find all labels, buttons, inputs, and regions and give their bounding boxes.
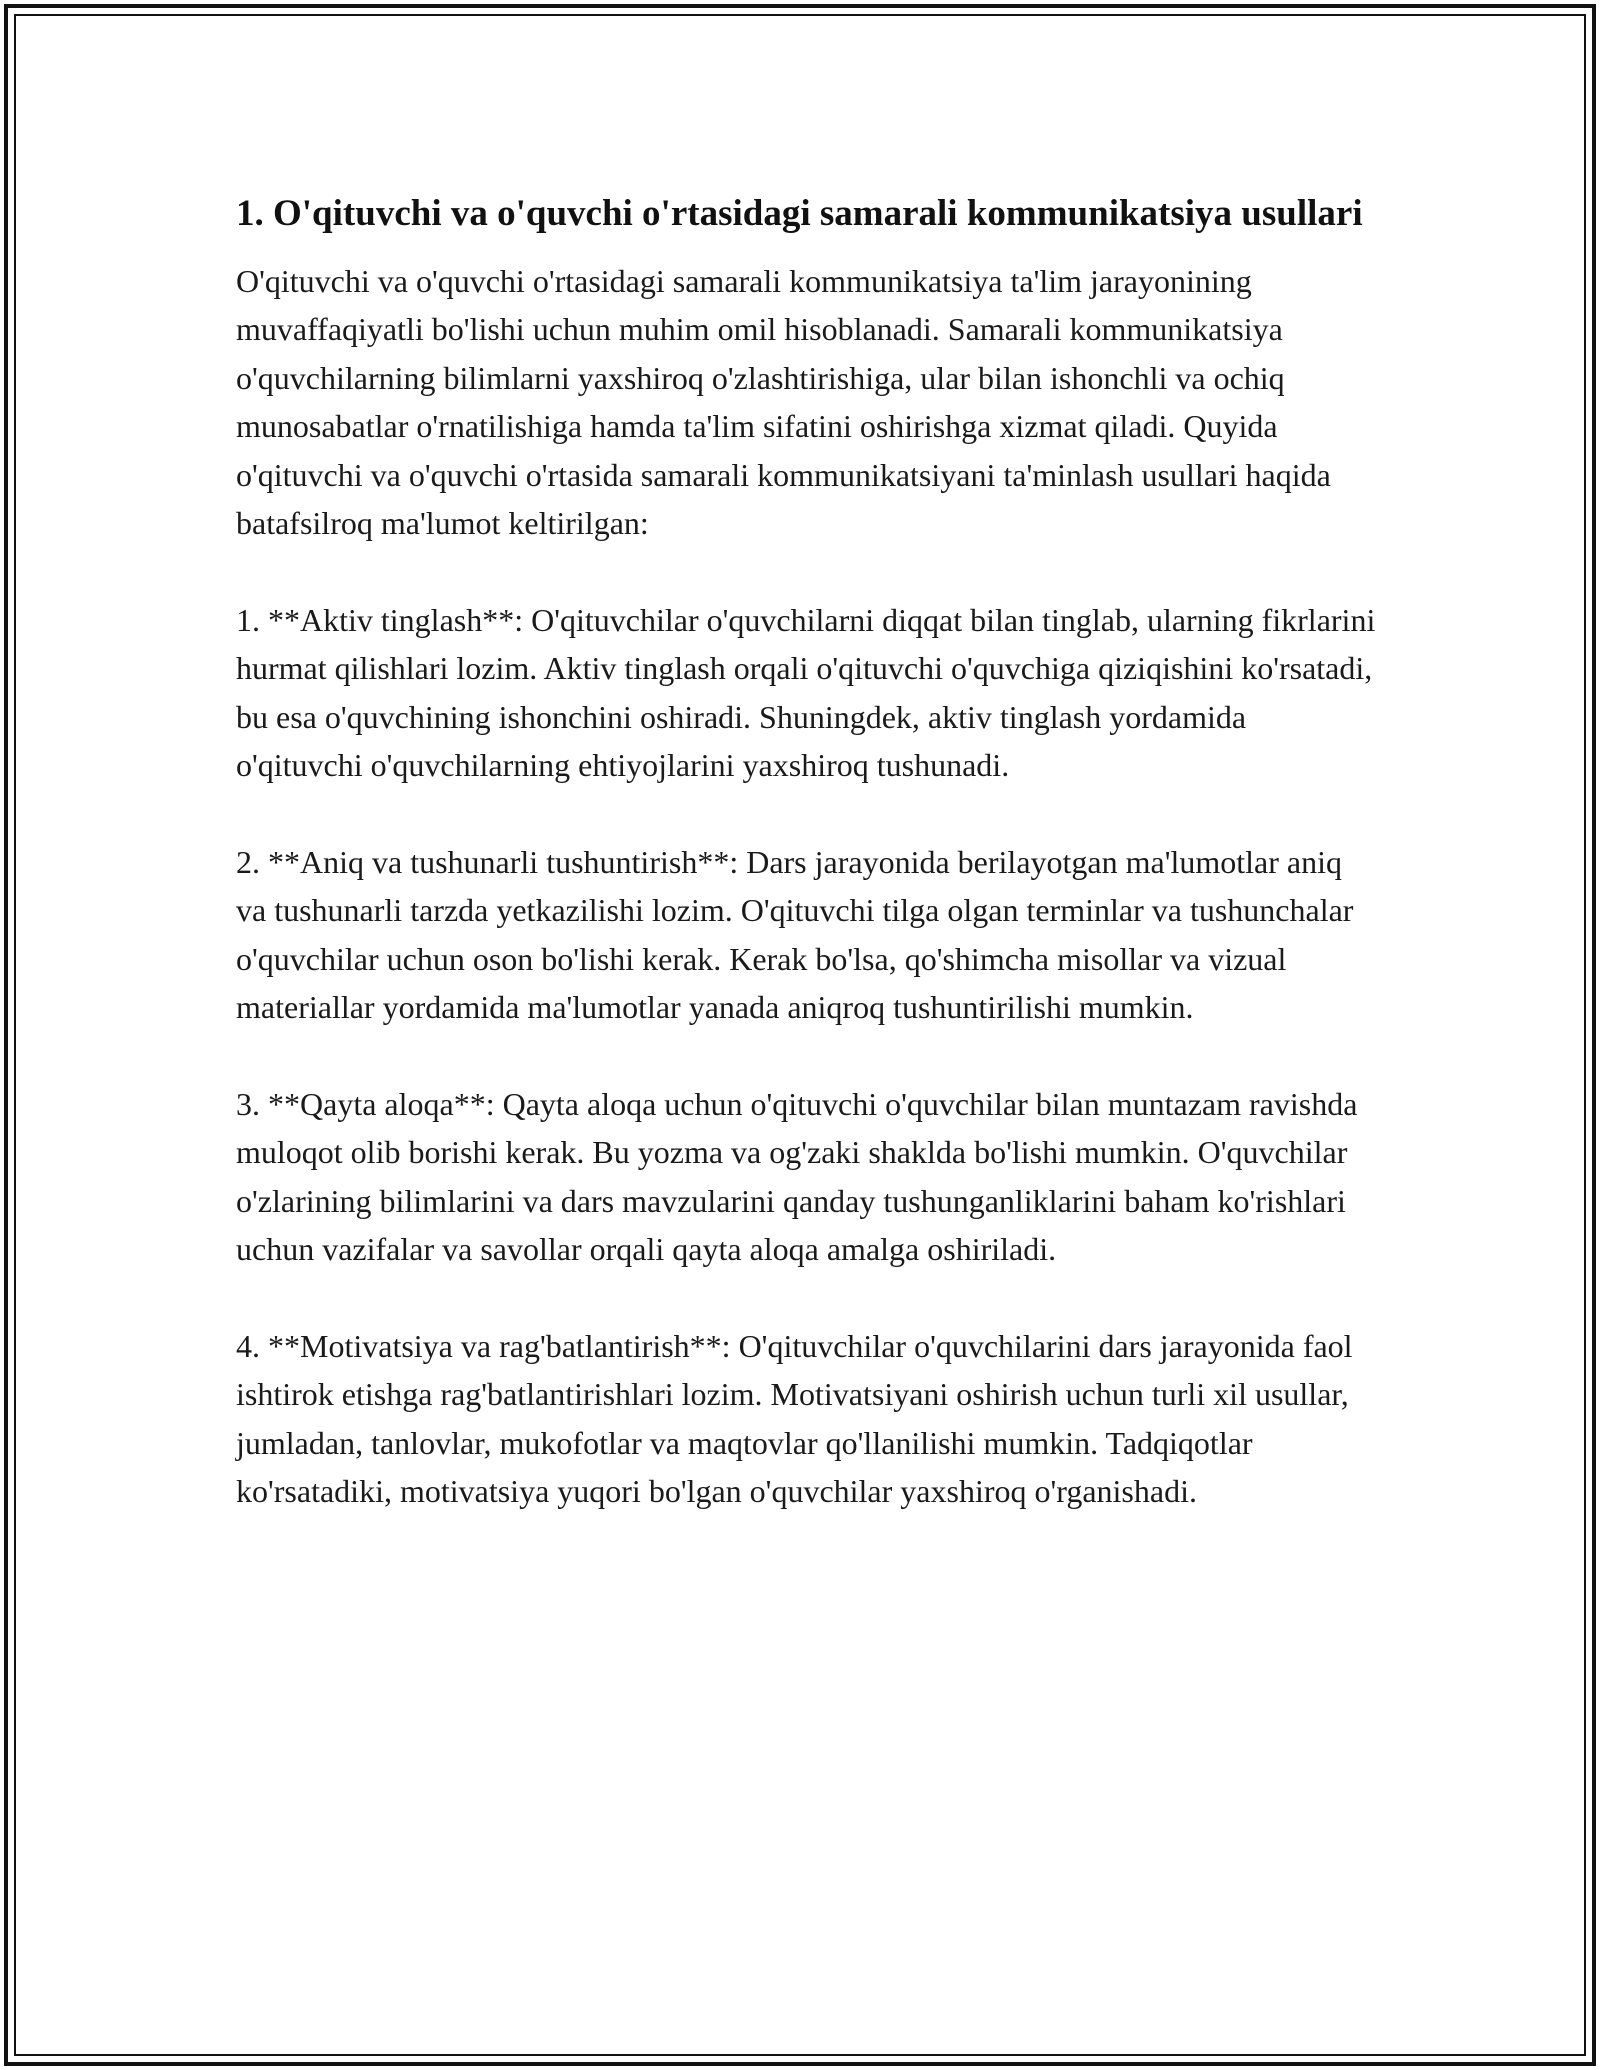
document-body [236,186,1376,1564]
list-item-clear-explanation: 2. **Aniq va tushunarli tushuntirish**: Dars jarayonida berilayotgan ma'lumotlar aniq va tushunarli tarzda yetkazilishi lozim. O'qituvchi tilga olgan terminlar va tushunchalar o'quvchilar uchun oson bo'lishi kerak. Kerak bo'lsa, qo'shimcha misollar va vizual materiallar yordamida ma'lumotlar yanada aniqroq tushuntirilishi mumkin. [236,843,1354,1026]
list-item-motivation: 4. **Motivatsiya va rag'batlantirish**: O'qituvchilar o'quvchilarini dars jarayonida faol ishtirok etishga rag'batlantirishlari lozim. Motivatsiyani oshirish uchun turli xil usullar, jumladan, tanlovlar, mukofotlar va maqtovlar qo'llanilishi mumkin. Tadqiqotlar ko'rsatadiki, motivatsiya yuqori bo'lgan o'quvchilar yaxshiroq o'rganishadi. [236,1327,1353,1510]
intro-paragraph: O'qituvchi va o'quvchi o'rtasidagi samarali kommunikatsiya ta'lim jarayonining muvaffaqiyatli bo'lishi uchun muhim omil hisoblanadi. Samarali kommunikatsiya o'quvchilarning bilimlarni yaxshiroq o'zlashtirishiga, ular bilan ishonchli va ochiq munosabatlar o'rnatilishiga hamda ta'lim sifatini oshirishga xizmat qiladi. Quyida o'qituvchi va o'quvchi o'rtasida samarali kommunikatsiyani ta'minlash usullari haqida batafsilroq ma'lumot keltirilgan: [236,263,1331,542]
document-title: 1. O'qituvchi va o'quvchi o'rtasidagi samarali kommunikatsiya usullari [236,193,1363,234]
list-item-active-listening: 1. **Aktiv tinglash**: O'qituvchilar o'quvchilarni diqqat bilan tinglab, ularning fikrlarini hurmat qilishlari lozim. Aktiv tinglash orqali o'qituvchi o'quvchiga qiziqishini ko'rsatadi, bu esa o'quvchining ishonchini oshiradi. Shuningdek, aktiv tinglash yordamida o'qituvchi o'quvchilarning ehtiyojlarini yaxshiroq tushunadi. [236,601,1376,784]
list-item-feedback: 3. **Qayta aloqa**: Qayta aloqa uchun o'qituvchi o'quvchilar bilan muntazam ravishda muloqot olib borishi kerak. Bu yozma va og'zaki shaklda bo'lishi mumkin. O'quvchilar o'zlarining bilimlarini va dars mavzularini qanday tushunganliklarini baham ko'rishlari uchun vazifalar va savollar orqali qayta aloqa amalga oshiriladi. [236,1085,1358,1268]
